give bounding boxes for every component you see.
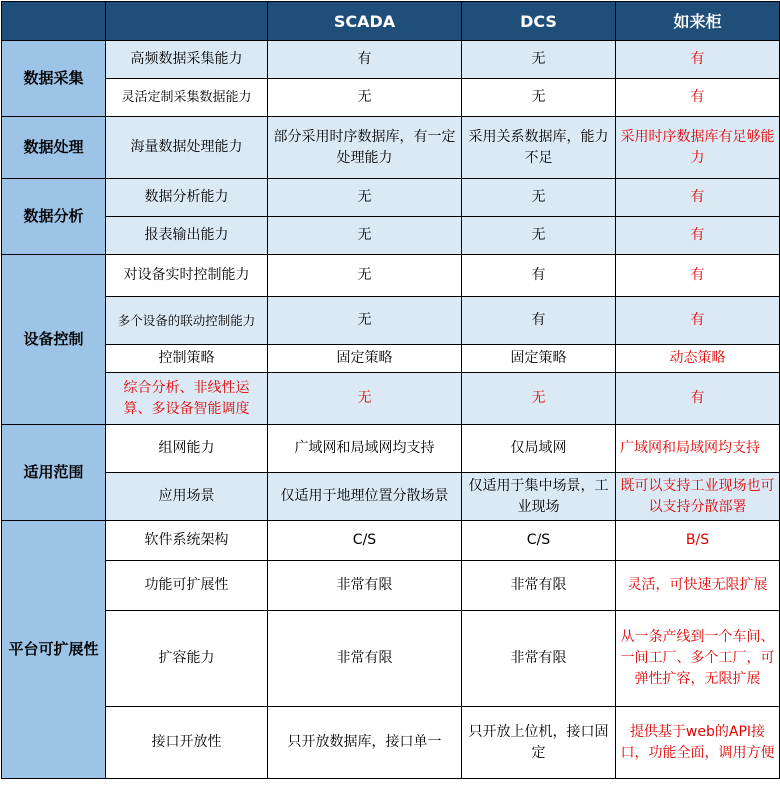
rulai-cell: 从一条产线到一个车间、一间工厂、多个工厂，可弹性扩容，无限扩展 [616,611,780,707]
category-data-processing: 数据处理 [2,117,106,179]
rulai-cell: 有 [616,179,780,217]
scada-cell: 部分采用时序数据库，有一定处理能力 [268,117,462,179]
header-feature [106,2,268,41]
feature-cell: 功能可扩展性 [106,561,268,611]
table-row [2,707,780,779]
header-rulai: 如来柜 [616,2,780,41]
table-row [2,373,780,425]
dcs-cell: C/S [462,521,616,561]
dcs-cell: 固定策略 [462,345,616,373]
feature-cell: 对设备实时控制能力 [106,255,268,297]
rulai-cell: 有 [616,217,780,255]
rulai-cell: 有 [616,79,780,117]
dcs-cell: 非常有限 [462,611,616,707]
category-device-control: 设备控制 [2,255,106,425]
scada-cell: 无 [268,255,462,297]
scada-cell: 无 [268,79,462,117]
scada-cell: 无 [268,373,462,425]
rulai-cell: 有 [616,41,780,79]
feature-cell: 扩容能力 [106,611,268,707]
comparison-table [1,1,780,779]
header-row [2,2,780,41]
header-dcs: DCS [462,2,616,41]
table-row [2,255,780,297]
rulai-cell: 动态策略 [616,345,780,373]
scada-cell: 有 [268,41,462,79]
rulai-cell: 提供基于web的API接口，功能全面，调用方便 [616,707,780,779]
scada-cell: 广域网和局域网均支持 [268,425,462,473]
rulai-cell: 既可以支持工业现场也可以支持分散部署 [616,473,780,521]
table-row [2,345,780,373]
rulai-cell: 有 [616,255,780,297]
feature-cell: 数据分析能力 [106,179,268,217]
table-row [2,179,780,217]
feature-cell: 灵活定制采集数据能力 [106,79,268,117]
feature-cell: 控制策略 [106,345,268,373]
scada-cell: 仅适用于地理位置分散场景 [268,473,462,521]
dcs-cell: 仅适用于集中场景，工业现场 [462,473,616,521]
table-row [2,297,780,345]
dcs-cell: 无 [462,79,616,117]
rulai-cell: B/S [616,521,780,561]
header-scada: SCADA [268,2,462,41]
dcs-cell: 采用关系数据库，能力不足 [462,117,616,179]
dcs-cell: 仅局域网 [462,425,616,473]
rulai-cell: 有 [616,297,780,345]
feature-cell: 组网能力 [106,425,268,473]
rulai-cell: 灵活，可快速无限扩展 [616,561,780,611]
feature-cell: 多个设备的联动控制能力 [106,297,268,345]
dcs-cell: 无 [462,217,616,255]
scada-cell: 固定策略 [268,345,462,373]
feature-cell: 报表输出能力 [106,217,268,255]
scada-cell: 非常有限 [268,561,462,611]
table-row [2,561,780,611]
rulai-cell: 采用时序数据库有足够能力 [616,117,780,179]
scada-cell: 无 [268,179,462,217]
dcs-cell: 无 [462,373,616,425]
dcs-cell: 无 [462,179,616,217]
table-row [2,611,780,707]
scada-cell: C/S [268,521,462,561]
feature-cell: 接口开放性 [106,707,268,779]
scada-cell: 无 [268,297,462,345]
table-row [2,79,780,117]
dcs-cell: 非常有限 [462,561,616,611]
dcs-cell: 无 [462,41,616,79]
scada-cell: 只开放数据库，接口单一 [268,707,462,779]
category-platform-scalability: 平台可扩展性 [2,521,106,779]
rulai-cell: 广域网和局域网均支持 [616,425,780,473]
table-row [2,41,780,79]
table-row [2,117,780,179]
feature-cell: 软件系统架构 [106,521,268,561]
category-data-analysis: 数据分析 [2,179,106,255]
table-row [2,425,780,473]
dcs-cell: 有 [462,297,616,345]
rulai-cell: 有 [616,373,780,425]
feature-cell: 综合分析、非线性运算、多设备智能调度 [106,373,268,425]
scada-cell: 非常有限 [268,611,462,707]
scada-cell: 无 [268,217,462,255]
dcs-cell: 只开放上位机，接口固定 [462,707,616,779]
feature-cell: 高频数据采集能力 [106,41,268,79]
table-row [2,521,780,561]
dcs-cell: 有 [462,255,616,297]
feature-cell: 海量数据处理能力 [106,117,268,179]
feature-cell: 应用场景 [106,473,268,521]
table-row [2,473,780,521]
table-row [2,217,780,255]
category-scope: 适用范围 [2,425,106,521]
category-data-collection: 数据采集 [2,41,106,117]
header-corner [2,2,106,41]
